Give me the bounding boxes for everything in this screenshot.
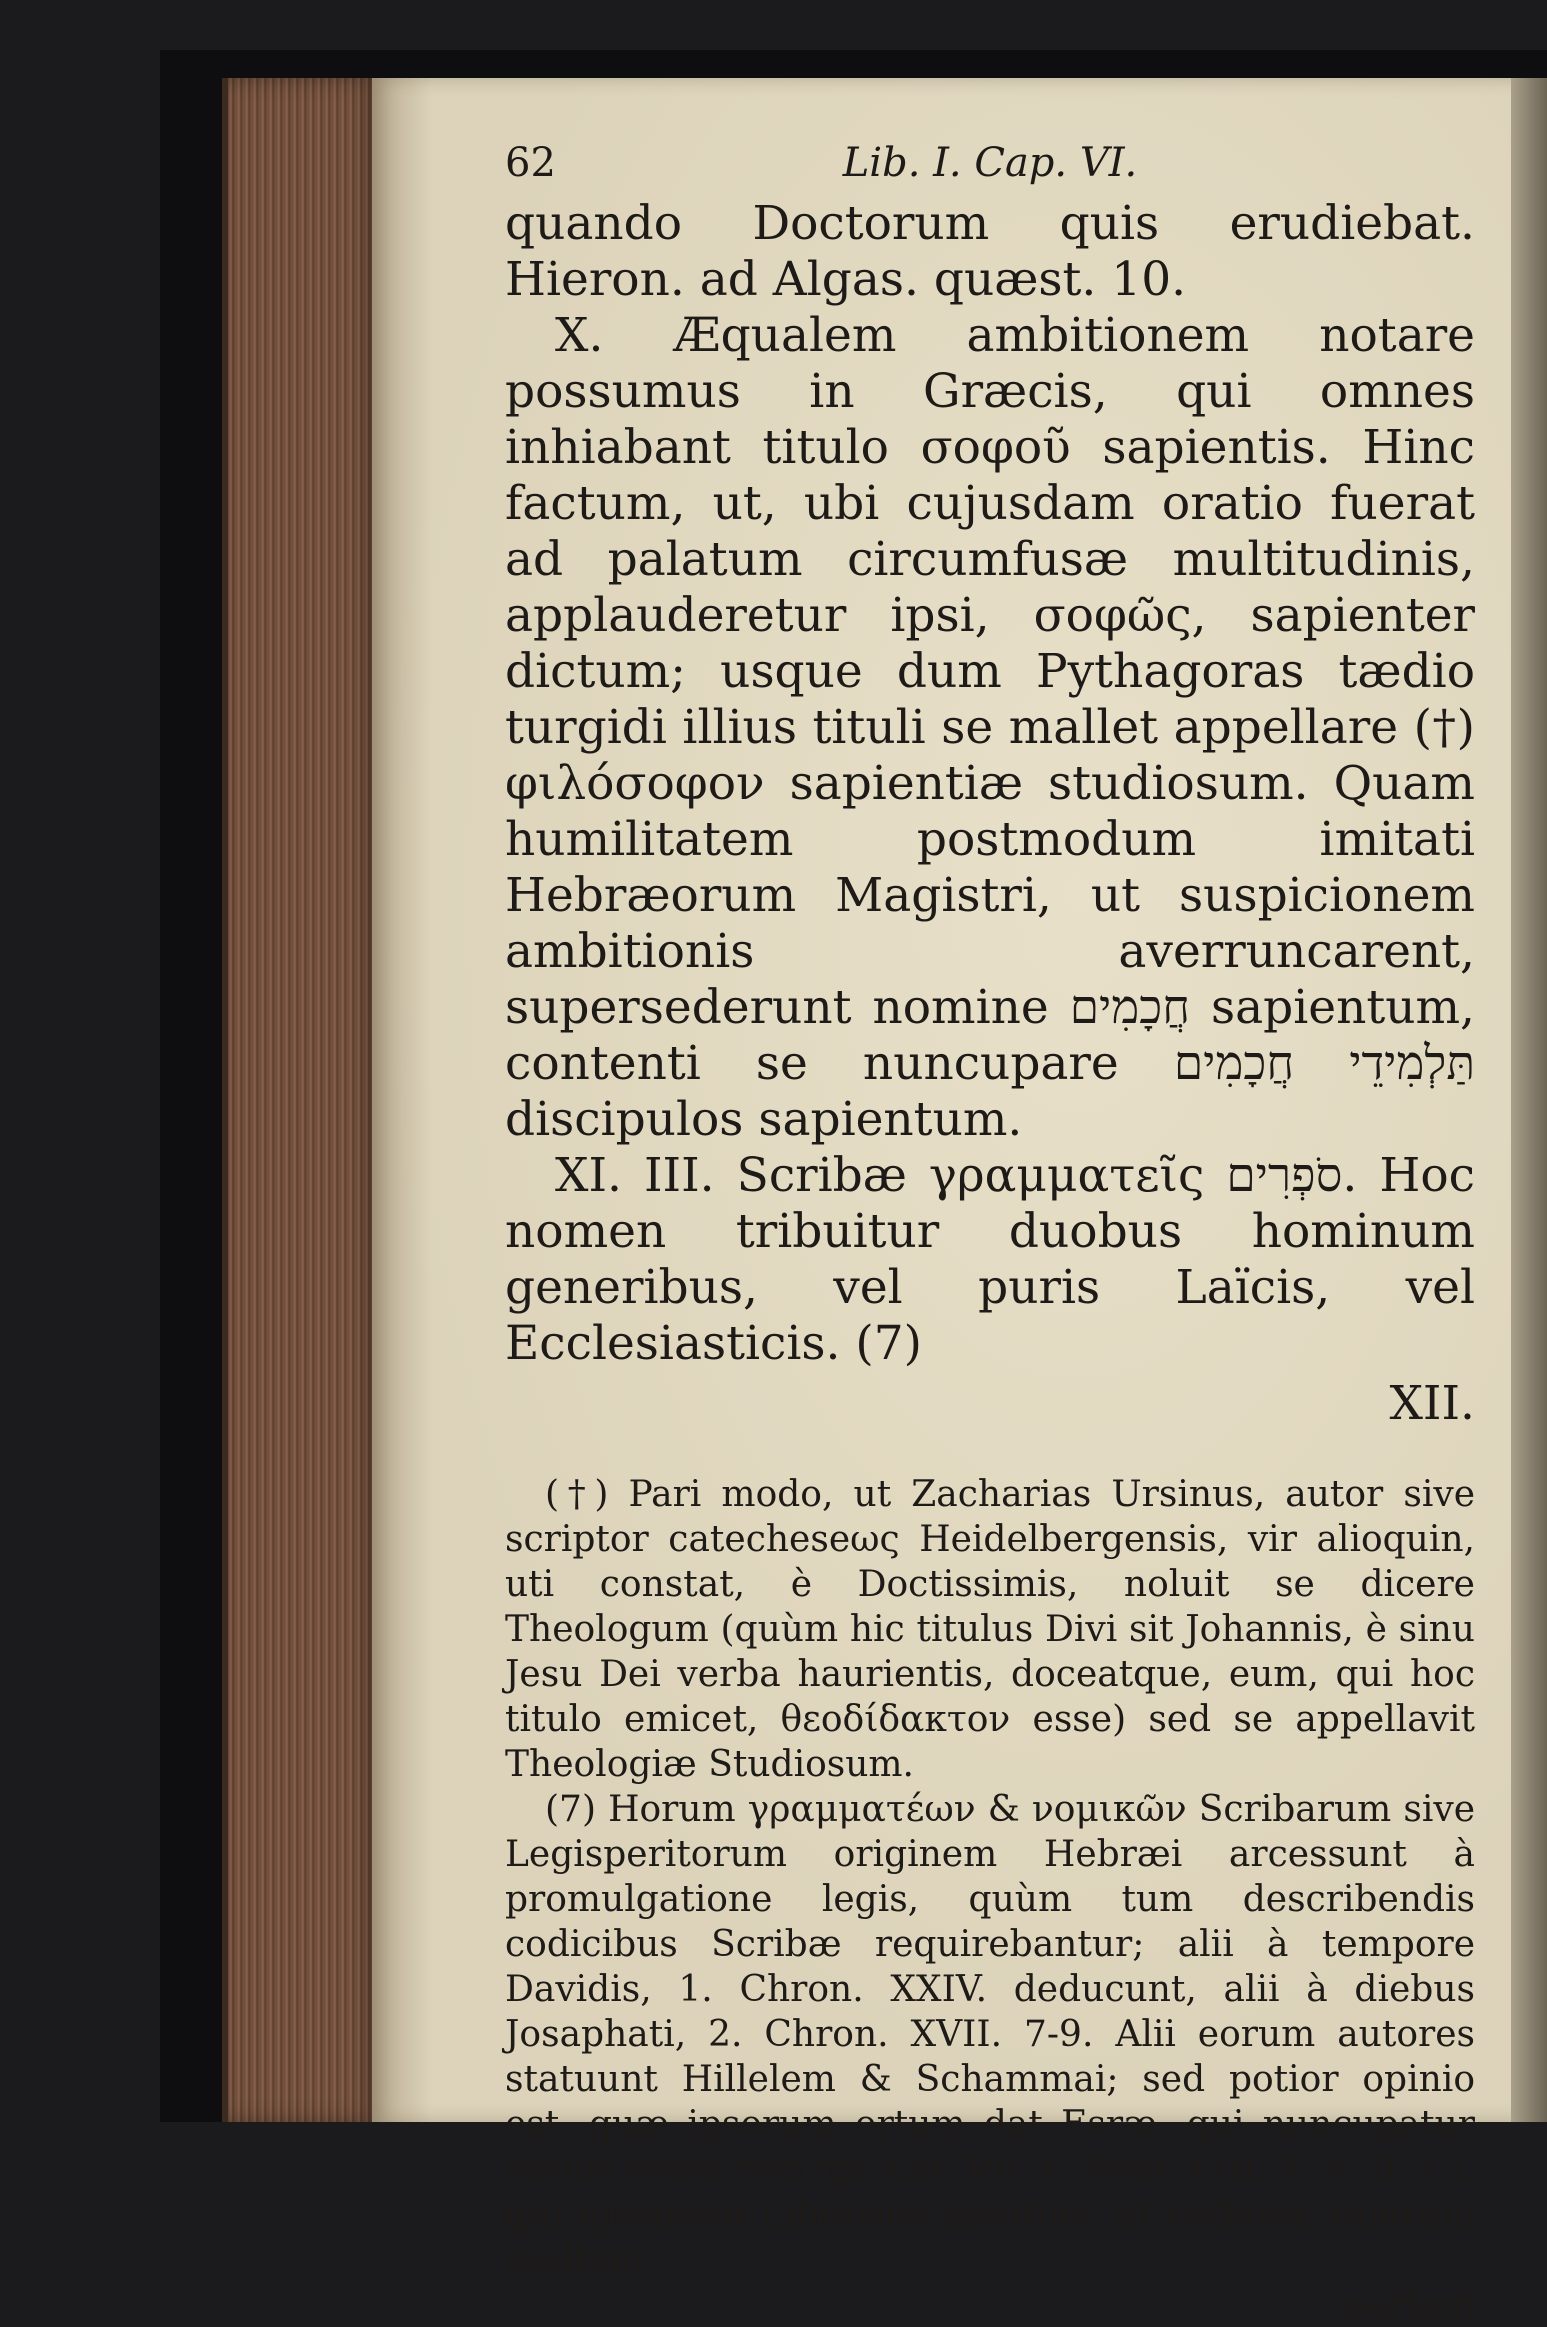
right-page-strip [1511, 78, 1547, 2122]
footnotes [505, 1472, 1475, 2327]
running-title: Lib. I. Cap. VI. [842, 140, 1138, 186]
page-edges [222, 78, 378, 2122]
paragraph-intro: quando Doctorum quis erudiebat. Hieron. ad Algas. quæst. 10. [505, 196, 1475, 307]
main-text [505, 196, 1475, 1372]
paragraph-x: X. Æqualem ambitionem notare possumus in Græcis, qui omnes inhiabant titulo σοφοῦ sapientis. Hinc factum, ut, ubi cujusdam oratio fuerat ad palatum circumfusæ multitudinis, applauderetur ipsi, σοφῶς, sapienter dictum; usque dum Pythagoras tædio turgidi illius tituli se mallet appellare (†) φιλόσοφον sapientiæ studiosum. Quam humilitatem postmodum imitati Hebræorum Magistri, ut suspicionem ambitionis averruncarent, supersederunt nomine חֲכָמִים sapientum, contenti se nuncupare תַּלְמִידֵי חֲכָמִים discipulos sapientum. [505, 308, 1475, 1147]
paragraph-xi: XI. III. Scribæ γραμματεῖς סֹפְרִים. Hoc nomen tribuitur duobus hominum generibus, vel puris Laïcis, vel Ecclesiasticis. (7) [505, 1148, 1475, 1371]
catchword: XII. [1389, 1376, 1475, 1431]
page-header [505, 140, 1475, 190]
page-number: 62 [505, 140, 556, 186]
footnote-dagger: (†) Pari modo, ut Zacharias Ursinus, autor sive scriptor catecheseως Heidelbergensis, vir alioquin, uti constat, è Doctissimis, noluit se dicere Theologum (quùm hic titulus Divi sit Johannis, è sinu Jesu Dei verba haurientis, doceatque, eum, qui hoc titulo emicet, θεοδίδακτον esse) sed se appellavit Theologiæ Studiosum. [505, 1474, 1475, 1785]
footnote-7: (7) Horum γραμματέων & νομικῶν Scribarum sive Legisperitorum originem Hebræi arcessunt à promulgatione legis, quùm tum describendis codicibus Scribæ requirebantur; alii à tempore Davidis, 1. Chron. XXIV. deducunt, alii à diebus Josaphati, 2. Chron. XVII. 7-9. Alii eorum autores statuunt Hillelem & Schammai; sed potior opinio est, quæ ipsorum ortum dat Esræ, qui nuncupatur scriba velox סֹפֵר מָהִיר Esr. VII. 6. Neh. VIII. 1. 4. 9. 13. qui ejusmodi Librarios instituit, ut codices, quorum multam [505, 1789, 1475, 2280]
footer-catchword: partem [1343, 2284, 1475, 2325]
page-content [505, 140, 1475, 2327]
